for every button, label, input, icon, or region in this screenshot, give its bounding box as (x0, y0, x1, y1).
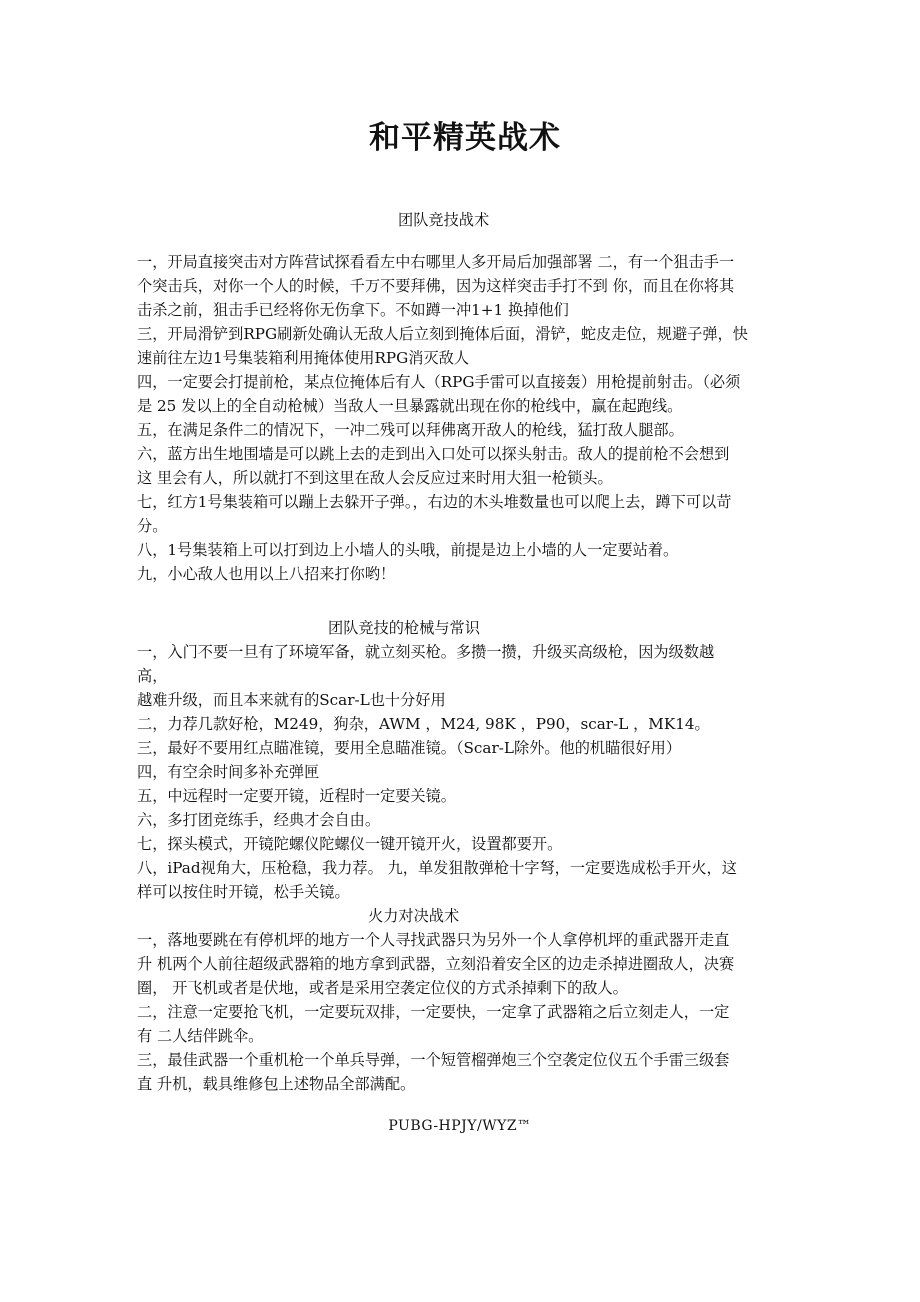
body-line: 九，小心敌人也用以上八招来打你哟！ (137, 565, 396, 583)
body-line: 五，中远程时一定要开镜，近程时一定要关镜。 (137, 787, 456, 805)
body-line: 四，有空余时间多补充弹匣 (137, 763, 320, 781)
body-line: 八，1号集装箱上可以打到边上小墙人的头哦，前提是边上小墙的人一定要站着。 (137, 541, 679, 559)
body-line: 击杀之前，狙击手已经将你无伤拿下。不如蹲一冲1+1 换掉他们 (137, 301, 569, 319)
body-line: 升 机两个人前往超级武器箱的地方拿到武器，立刻沿着安全区的边走杀掉进圈敌人，决赛 (137, 955, 735, 973)
body-line: 三，最好不要用红点瞄准镜，要用全息瞄准镜。（Scar-L除外。他的机瞄很好用） (137, 739, 682, 757)
document-title: 和平精英战术 (369, 120, 561, 156)
body-line: 一，开局直接突击对方阵营试探看看左中右哪里人多开局后加强部署 二，有一个狙击手一 (137, 253, 735, 271)
body-line: 个突击兵，对你一个人的时候，千万不要拜佛，因为这样突击手打不到 你，而且在你将其 (137, 277, 735, 295)
body-line: 是 25 发以上的全自动枪械）当敌人一旦暴露就出现在你的枪线中，赢在起跑线。 (137, 397, 683, 415)
body-line: 二，力荐几款好枪，M249，狗杂，AWM ，M24, 98K ，P90，scar-L ，MK14。 (137, 715, 710, 733)
section-heading: 团队竞技的枪械与常识 (328, 619, 480, 637)
body-line: 圈， 开飞机或者是伏地，或者是采用空袭定位仪的方式杀掉剩下的敌人。 (137, 979, 628, 997)
body-line: 六，蓝方出生地围墙是可以跳上去的走到出入口处可以探头射击。敌人的提前枪不会想到 (137, 445, 730, 463)
body-line: 七，红方1号集装箱可以蹦上去躲开子弹。，右边的木头堆数量也可以爬上去，蹲下可以苛 (137, 493, 732, 511)
body-line: 速前往左边1号集装箱利用掩体使用RPG消灭敌人 (137, 349, 470, 367)
body-line: 高， (137, 667, 168, 685)
body-line: 越难升级，而且本来就有的Scar-L也十分好用 (137, 691, 446, 709)
body-line: 这 里会有人，所以就打不到这里在敌人会反应过来时用大狙一枪锁头。 (137, 469, 613, 487)
body-line: 五，在满足条件二的情况下，一冲二残可以拜佛离开敌人的枪线，猛打敌人腿部。 (137, 421, 684, 439)
body-line: 直 升机，载具维修包上述物品全部满配。 (137, 1075, 416, 1093)
body-line: 四，一定要会打提前枪，某点位掩体后有人（RPG手雷可以直接轰）用枪提前射击。（必须 (137, 373, 741, 391)
section-heading: 团队竞技战术 (398, 211, 490, 229)
body-line: 六，多打团竞练手，经典才会自由。 (137, 811, 380, 829)
body-line: 一，入门不要一旦有了环境军备，就立刻买枪。多攒一攒，升级买高级枪，因为级数越 (137, 643, 715, 661)
body-line: 三，最佳武器一个重机枪一个单兵导弹，一个短管榴弹炮三个空袭定位仪五个手雷三级套 (137, 1051, 730, 1069)
body-line: 八，iPad视角大，压枪稳，我力荐。 九，单发狙散弹枪十字弩，一定要选成松手开火，这 (137, 859, 737, 877)
body-line: 分。 (137, 517, 168, 535)
document-footer: PUBG-HPJY/WYZ™ (388, 1118, 532, 1134)
body-line: 三，开局滑铲到RPG刷新处确认无敌人后立刻到掩体后面，滑铲，蛇皮走位，规避子弹，快 (137, 325, 748, 343)
body-line: 二，注意一定要抢飞机，一定要玩双排，一定要快，一定拿了武器箱之后立刻走人，一定 (137, 1003, 730, 1021)
body-line: 七，探头模式，开镜陀螺仪陀螺仪一键开镜开火，设置都要开。 (137, 835, 563, 853)
body-line: 有 二人结伴跳伞。 (137, 1027, 264, 1045)
body-line: 样可以按住时开镜，松手关镜。 (137, 883, 350, 901)
section-heading: 火力对决战术 (368, 907, 460, 925)
body-line: 一，落地要跳在有停机坪的地方一个人寻找武器只为另外一个人拿停机坪的重武器开走直 (137, 931, 730, 949)
